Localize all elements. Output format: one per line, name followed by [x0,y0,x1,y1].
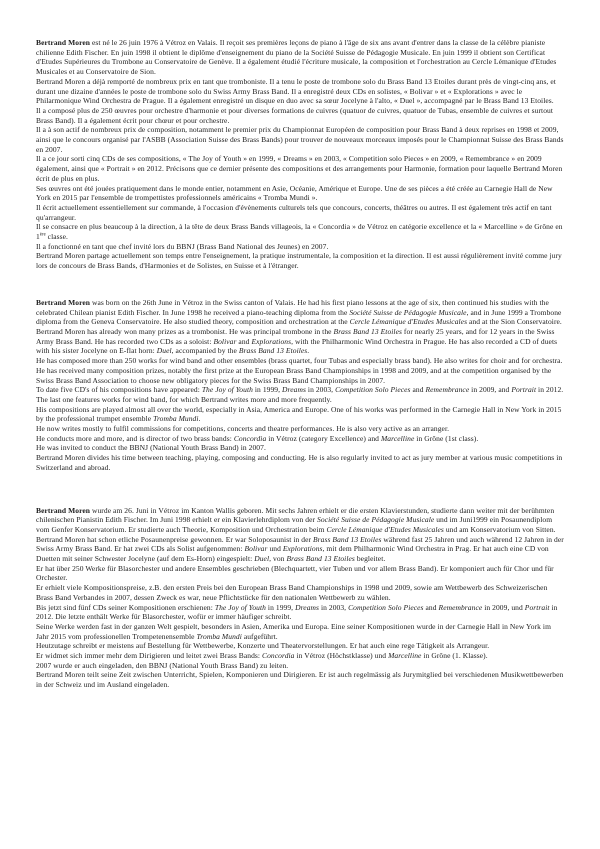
paragraph: Il a à son actif de nombreux prix de composition, notamment le premier prix du Championnat Européen de composition pour Brass Band à deux reprises en 1998 et 2009, ainsi que le concours organisé par l'ASBB (Association Suisse des Brass Bands) pour trouver de nouveaux morceaux imposés pour le Championnat Suisse des Brass Bands en 2007. [36,125,564,154]
paragraph: 2007 wurde er auch eingeladen, den BBNJ (National Youth Brass Band) zu leiten. [36,660,289,670]
paragraph: Bertrand Moren partage actuellement son temps entre l'enseignement, la pratique instrumentale, la composition et la direction. Il est aussi régulièrement invité comme jury lors de concours de Brass Bands, d'Harmonies et de Solistes, en Suisse et à l'étranger. [36,251,562,271]
paragraph: Seine Werke werden fast in der ganzen Welt gespielt, besonders in Asien, Amerika und Europa. Eine seiner Kompositionen wurde in der Carnegie Hall in New York im Jahr 2015 vom professionellen Trompetenensemble Tromba Mundi aufgeführt. [36,621,551,641]
paragraph: He has received many composition prizes, notably the first prize at the European Brass Band Championships in 1998 and 2009, and at the competition organised by the Swiss Brass Band Association to choose new obligatory pieces for the Swiss Brass Band Championships in 2007. [36,365,552,385]
paragraph: Er widmet sich immer mehr dem Dirigieren und leitet zwei Brass Bands: Concordia in Vétroz (Höchstklasse) und Marcelline in Grône (1. Klasse). [36,651,488,661]
paragraph: Bertrand Moren hat schon etliche Posaunenpreise gewonnen. Er war Soloposaunist in der Brass Band 13 Etoiles während fast 25 Jahren und auch während 12 Jahren in der Swiss Army Brass Band. Er hat zwei CDs als Solist aufgenommen: Bolivar und Explorations, mit dem Philharmonic Wind Orchestra in Prag. Er hat auch eine CD von Duetten mit seiner Schwester Jocelyne (auf dem Es-Horn) eingespielt: Duel, von Brass Band 13 Etoiles begleitet. [36,534,564,564]
paragraph: Bertrand Moren was born on the 26th June in Vétroz in the Swiss canton of Valais. He had his first piano lessons at the age of six, then continued his studies with the celebrated Chilean pianist Edith Fischer. In June 1998 he received a piano-teaching diploma from the Société Suisse de Pédagogie Musicale, and in June 1999 a Trombone diploma from the Geneva Conservatoire. He also studied theory, composition and orchestration at the Cercle Lémanique d'Etudes Musicales and at the Sion Conservatoire. [36,297,562,327]
paragraph: Bis jetzt sind fünf CDs seiner Kompositionen erschienen: The Joy of Youth in 1999, Dreams in 2003, Competition Solo Pieces and Remembrance in 2009, und Portrait in 2012. Die letzte enthält Werke für Blasorchester, wofür er immer häufiger schreibt. [36,602,558,622]
paragraph: Bertrand Moren a déjà remporté de nombreux prix en tant que tromboniste. Il a tenu le poste de trombone solo du Brass Band 13 Etoiles durant près de vingt-cinq ans, et durant une dizaine d'années le poste de trombone solo du Swiss Army Brass Band. Il a enregistré deux CDs en solistes, « Bolivar » et « Explorations » avec le Philarmonique Wind Orchestra de Prague. Il a également enregistré un disque en duo avec sa sœur Jocelyne à l'alto, « Duel », accompagné par le Brass Band 13 Etoiles. [36,76,556,106]
paragraph: Bertrand Moren est né le 26 juin 1976 à Vétroz en Valais. Il reçoit ses premières leçons de piano à l'âge de six ans avant d'entrer dans la classe de la célèbre pianiste chilienne Edith Fischer. En juin 1998 il obtient le diplôme d'enseignement du piano de la Société Suisse de Pédagogie Musicale. En juin 1999 il obtient son Certificat d'Etudes Supérieures du Trombone au Conservatoire de Genève. Il a également étudié l'écriture musicale, la composition et l'orchestration au Cercle Lémanique d'Etudes Musicales et au Conservatoire de Sion. [36,38,557,77]
paragraph: Bertrand Moren divides his time between teaching, playing, composing and conducting. He is also regularly invited to act as jury member at various music competitions in Switzerland and abroad. [36,453,563,472]
paragraph: Il a composé plus de 250 œuvres pour orchestre d'harmonie et pour diverses formations de cuivres (quatuor de cuivres, quatuor de Tubas, ensemble de cuivres et surtout Brass Band). Il a également écrit pour chœur et pour orchestre. [36,105,554,125]
paragraph: He was invited to conduct the BBNJ (National Youth Brass Band) in 2007. [36,443,266,453]
paragraph: To date five CD's of his compositions have appeared: The Joy of Youth in 1999, Dreams in 2003, Competition Solo Pieces and Remembrance in 2009, and Portrait in 2012. The last one features works for wind band, for which Bertrand writes more and more frequently. [36,385,564,404]
paragraph: He now writes mostly to fulfil commissions for competitions, concerts and theatre performances. He is also very active as an arranger. [36,424,450,434]
paragraph: He has composed more than 250 works for wind band and other ensembles (brass quartet, four Tubas and especially brass band). He also writes for choir and for orchestra. [36,356,563,366]
paragraph: Il a fonctionné en tant que chef invité lors du BBNJ (Brass Band National des Jeunes) en 2007. [36,241,329,251]
paragraph: Il écrit actuellement essentiellement sur commande, à l'occasion d'évènements culturels tels que concours, concerts, théâtres ou autres. Il est également très actif en tant qu'arrangeur. [36,202,552,222]
paragraph: Ses œuvres ont été jouées pratiquement dans le monde entier, notamment en Asie, Océanie, Amérique et Europe. Une de ses pièces a été créée au Carnegie Hall de New York en 2015 par l'ensemble de trompettistes professionnels américains « Tromba Mundi ». [36,183,553,203]
paragraph: His compositions are played almost all over the world, especially in Asia, America and Europe. One of his works was performed in the Carnegie Hall in New York in 2015 by the professional trumpet ensemble Tromba Mundi. [36,404,562,424]
paragraph: Bertrand Moren wurde am 26. Juni in Vétroz im Kanton Wallis geboren. Mit sechs Jahren erhielt er die ersten Klavierstunden, studierte dann weiter mit der berühmten chilenischen Pianistin Edith Fischer. Im Juni 1998 erhielt er ein Klavierlehrdiplom von der Société Suisse de Pédagogie Musicale und im Juni1999 ein Posaunendiplom vom Genfer Konservatorium. Er studierte auch Theorie, Komposition und Orchestration beim Cercle Lémanique d'Etudes Musicales und am Konservatorium von Sitten. [36,505,556,534]
paragraph: He conducts more and more, and is director of two brass bands: Concordia in Vétroz (category Excellence) and Marcelline in Grône (1st class). [36,433,479,443]
paragraph: Er erhielt viele Kompositionspreise, z.B. den ersten Preis bei den European Brass Band Championships in 1998 und 2009, sowie am Wettbewerb des Schweizerischen Brass Band Verbandes in 2007, dessen Zweck es war, neue Pflichtstücke für den nationalen Wettbewerb zu wählen. [36,583,548,602]
bio-section-german [36,506,564,690]
paragraph: Il se consacre en plus beaucoup à la direction, à la tête de deux Brass Bands villageois, la « Concordia » de Vétroz en catégorie excellence et la « Marcelline » de Grône en 1ère classe. [36,222,563,242]
paragraph: Il a ce jour sorti cinq CDs de ses compositions, « The Joy of Youth » en 1999, « Dreams » en 2003, « Competition solo Pieces » en 2009, « Remembrance » en 2009 également, ainsi que « Portrait » en 2012. Précisons que ce dernier présente des compositions et des arrangements pour Harmonie, formation pour laquelle Bertrand Moren écrit de plus en plus. [36,154,563,183]
bio-section-french [36,38,564,271]
bio-section-english [36,298,564,473]
paragraph: Heutzutage schreibt er meistens auf Bestellung für Wettbewerbe, Konzerte und Theatervorstellungen. Er hat auch eine rege Tätigkeit als Arrangeur. [36,641,490,651]
paragraph: Bertrand Moren teilt seine Zeit zwischen Unterricht, Spielen, Komponieren und Dirigieren. Er ist auch regelmässig als Jurymitglied bei verschiedenen Musikwettbewerben in der Schweiz und im Ausland eingeladen. [36,670,564,690]
paragraph: Bertrand Moren has already won many prizes as a trombonist. He was principal trombone in the Brass Band 13 Etoiles for nearly 25 years, and for 12 years in the Swiss Army Brass Band. He has recorded two CDs as a soloist: Bolivar and Explorations, with the Philharmonic Wind Orchestra in Prague. He has also recorded a CD of duets with his sister Jocelyne on E-flat horn: Duel, accompanied by the Brass Band 13 Etoiles. [36,326,558,356]
paragraph: Er hat über 250 Werke für Blasorchester und andere Ensembles geschrieben (Blechquartett, vier Tuben und vor allem Brass Band). Er komponiert auch für Chor und für Orchester. [36,563,554,583]
